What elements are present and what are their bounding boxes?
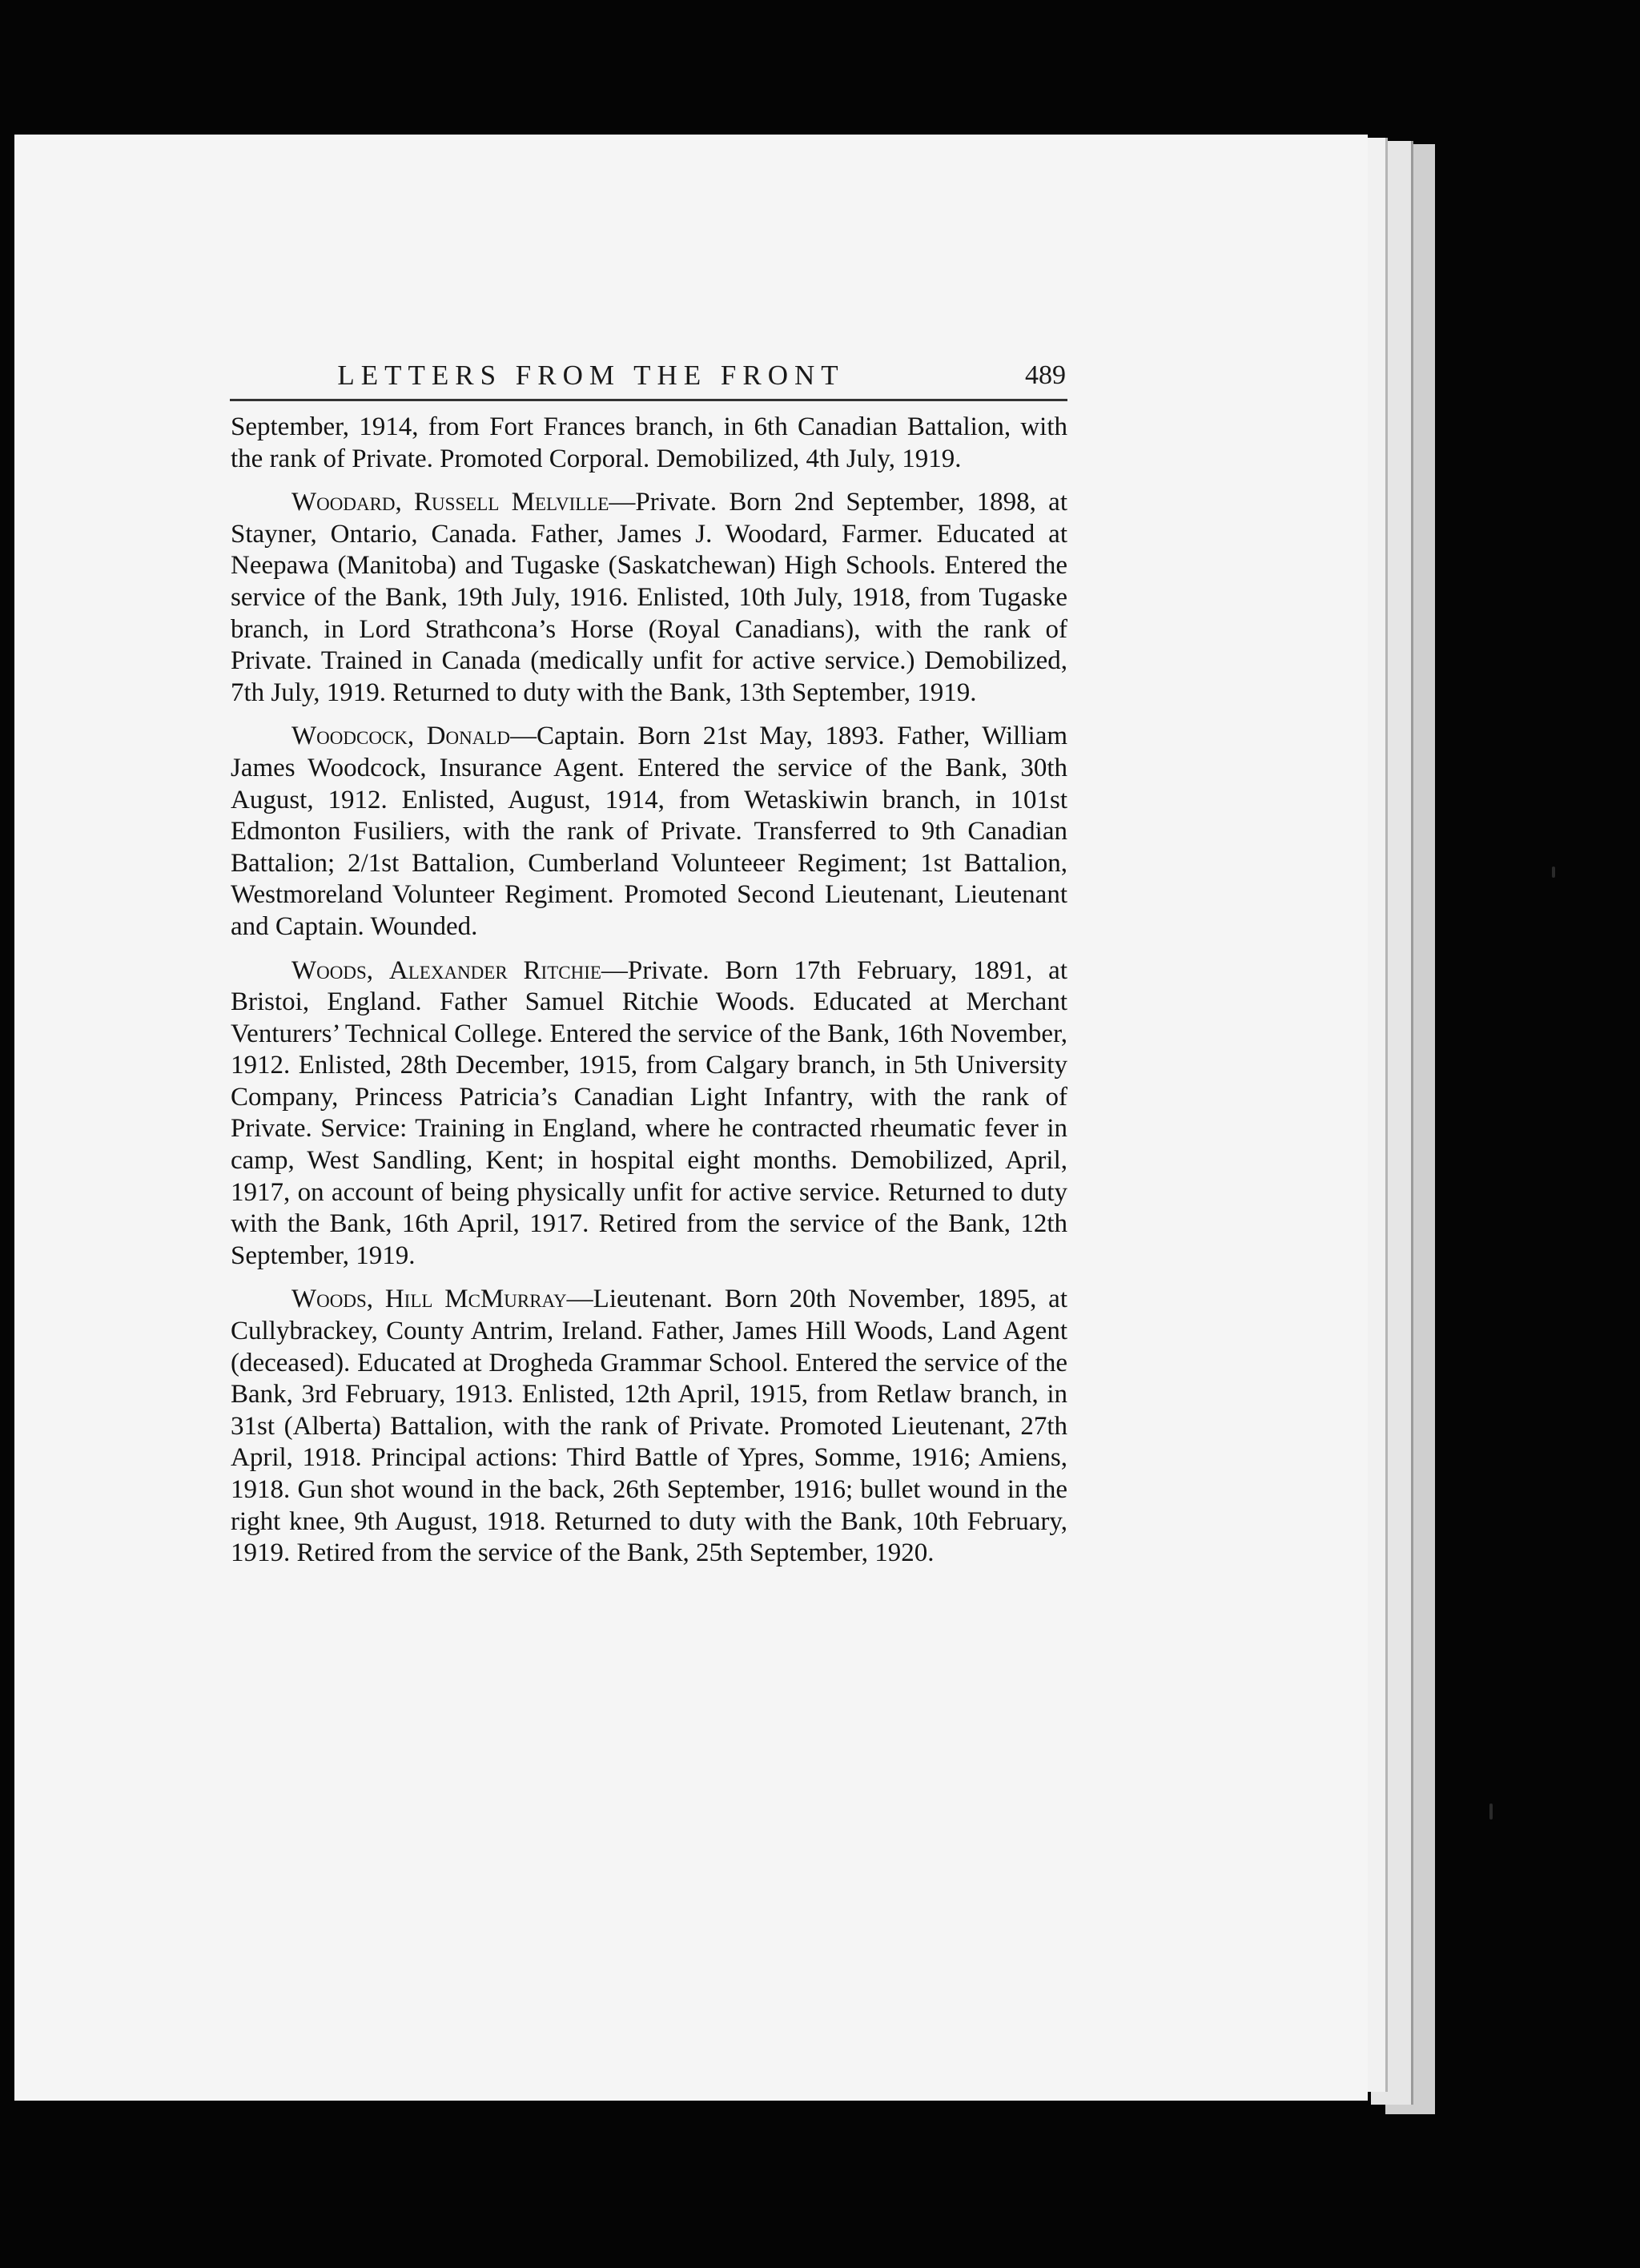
- entry-surname: Woodard,: [291, 488, 402, 517]
- entry-text: —Lieutenant. Born 20th November, 1895, at Cullybrackey, County Antrim, Ireland. Father, James Hill Woods, Land Agent (deceased). Educated at Drogheda Grammar School. Entered the service of the Bank, 3rd February, 1913. Enlisted, 12th April, 1915, from Retlaw branch, in 31st (Alberta) Battalion, with the rank of Private. Promoted Lieutenant, 27th April, 1918. Principal actions: Third Battle of Ypres, Somme, 1916; Amiens, 1918. Gun shot wound in the back, 26th September, 1916; bullet wound in the right knee, 9th August, 1918. Returned to duty with the Bank, 10th February, 1919. Retired from the service of the Bank, 25th September, 1920.: [231, 1285, 1068, 1568]
- entry-surname: Woods,: [291, 955, 374, 985]
- page-number: 489: [1025, 360, 1066, 390]
- entry-woods-hill: [231, 1284, 1067, 1569]
- entry-surname: Woods,: [291, 1285, 374, 1314]
- entry-surname: Woodcock,: [291, 722, 415, 751]
- paragraph-text: September, 1914, from Fort Frances branch, in 6th Canadian Battalion, with the rank of Private. Promoted Corporal. Demobilized, 4th July, 1919.: [231, 412, 1067, 473]
- entry-text: —Captain. Born 21st May, 1893. Father, William James Woodcock, Insurance Agent. Entered the service of the Bank, 30th August, 1912. Enlisted, August, 1914, from Wetaskiwin branch, in 101st Edmonton Fusiliers, with the rank of Private. Transferred to 9th Canadian Battalion; 2/1st Battalion, Cumberland Volunteeer Regiment; 1st Battalion, Westmoreland Volunteer Regiment. Promoted Second Lieutenant, Lieutenant and Captain. Wounded.: [231, 722, 1068, 941]
- running-title: LETTERS FROM THE FRONT: [337, 360, 845, 391]
- continued-paragraph: [231, 412, 1067, 475]
- entry-woods-alexander: [231, 955, 1067, 1273]
- header-rule: [230, 399, 1067, 401]
- entry-given-names: Hill McMurray: [384, 1285, 567, 1314]
- entry-given-names: Donald: [426, 722, 510, 751]
- dust-speck: [1489, 1804, 1493, 1820]
- entry-woodard: [231, 487, 1067, 709]
- dust-speck: [1552, 867, 1555, 878]
- text-column: [231, 412, 1067, 1582]
- entry-text: —Private. Born 2nd September, 1898, at Stayner, Ontario, Canada. Father, James J. Woodard, Farmer. Educated at Neepawa (Manitoba) and Tugaske (Saskatchewan) High Schools. Entered the service of the Bank, 19th July, 1916. Enlisted, 10th July, 1918, from Tugaske branch, in Lord Strathcona’s Horse (Royal Canadians), with the rank of Private. Trained in Canada (medically unfit for active service.) Demobilized, 7th July, 1919. Returned to duty with the Bank, 13th September, 1919.: [231, 488, 1067, 707]
- entry-text: —Private. Born 17th February, 1891, at Bristoi, England. Father Samuel Ritchie Woods. Educated at Merchant Venturers’ Technical College. Entered the service of the Bank, 16th November, 1912. Enlisted, 28th December, 1915, from Calgary branch, in 5th University Company, Princess Patricia’s Canadian Light Infantry, with the rank of Private. Service: Training in England, where he contracted rheumatic fever in camp, West Sandling, Kent; in hospital eight months. Demobilized, April, 1917, on account of being physically unfit for active service. Returned to duty with the Bank, 16th April, 1917. Retired from the service of the Bank, 12th September, 1919.: [231, 955, 1067, 1270]
- running-head: [231, 355, 1066, 396]
- entry-given-names: Alexander Ritchie: [388, 955, 601, 985]
- entry-woodcock: [231, 721, 1067, 943]
- entry-given-names: Russell Melville: [414, 488, 609, 517]
